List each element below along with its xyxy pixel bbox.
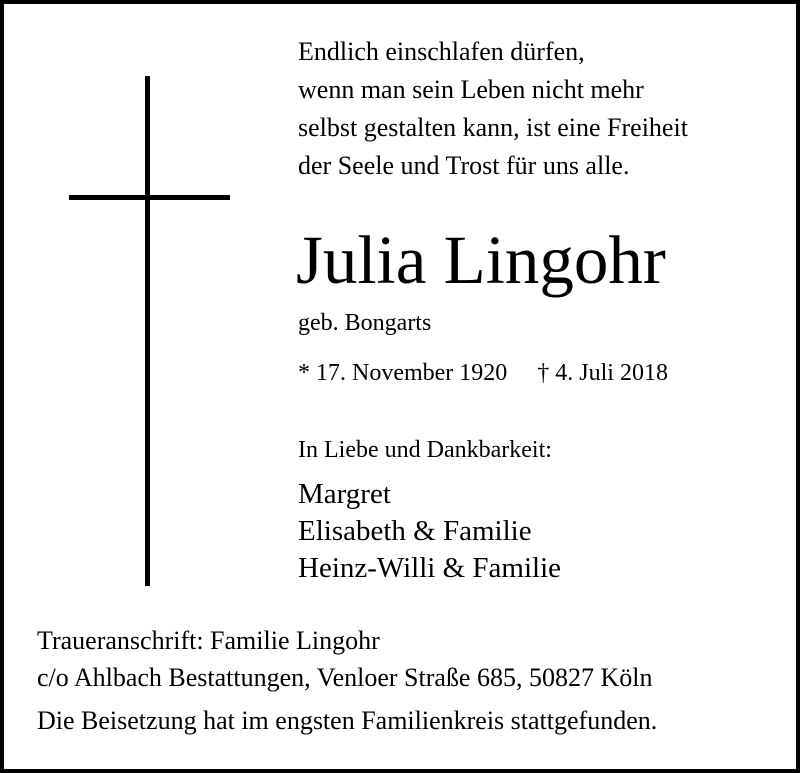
- cross-horizontal-bar: [69, 195, 230, 200]
- maiden-name: geb. Bongarts: [298, 310, 432, 336]
- poem-line: wenn man sein Leben nicht mehr: [298, 75, 644, 104]
- footer: [37, 622, 657, 739]
- mourning-address-line: Traueranschrift: Familie Lingohr: [37, 626, 380, 655]
- mourners-list: [298, 476, 561, 587]
- mourners-intro: In Liebe und Dankbarkeit:: [298, 437, 552, 463]
- death-date: † 4. Juli 2018: [537, 360, 668, 386]
- mourning-address-line: c/o Ahlbach Bestattungen, Venloer Straße 685, 50827 Köln: [37, 663, 653, 692]
- mourner-name: Heinz-Willi & Familie: [298, 552, 561, 584]
- mourner-name: Margret: [298, 478, 391, 510]
- poem-line: Endlich einschlafen dürfen,: [298, 37, 585, 66]
- poem: [298, 33, 768, 185]
- birth-date: * 17. November 1920: [298, 360, 508, 386]
- cross-vertical-bar: [145, 76, 150, 586]
- burial-note: Die Beisetzung hat im engsten Familienkreis stattgefunden.: [37, 706, 658, 735]
- poem-line: der Seele und Trost für uns alle.: [298, 151, 630, 180]
- poem-line: selbst gestalten kann, ist eine Freiheit: [298, 113, 688, 142]
- deceased-name: Julia Lingohr: [296, 222, 666, 298]
- mourner-name: Elisabeth & Familie: [298, 515, 532, 547]
- life-dates: [298, 358, 668, 388]
